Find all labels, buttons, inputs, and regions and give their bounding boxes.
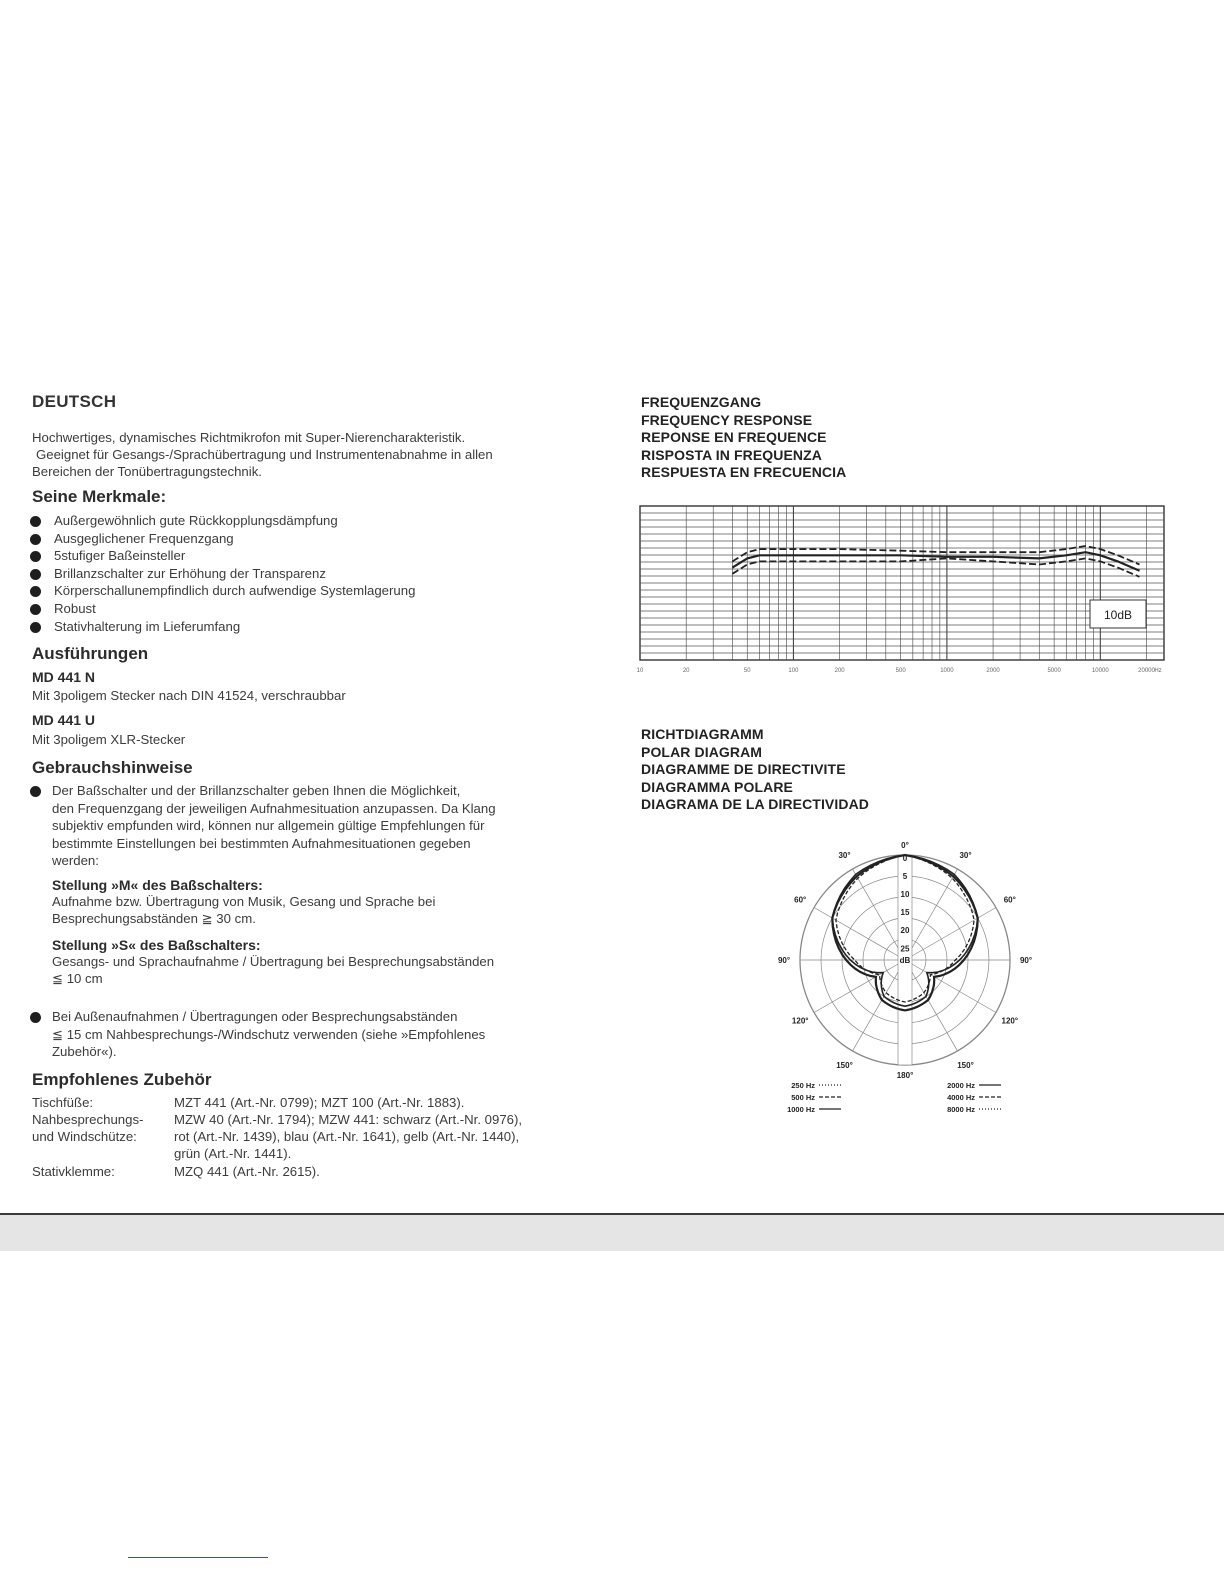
freq-title: FREQUENZGANG — [641, 394, 762, 410]
intro-line: Geeignet für Gesangs-/Sprachübertragung und Instrumentenabnahme in allen — [36, 447, 493, 462]
polar-legend — [787, 1081, 1001, 1114]
accessory-value: grün (Art.-Nr. 1441). — [174, 1146, 292, 1161]
radial-label: 20 — [900, 926, 910, 936]
angle-label: 120° — [791, 1016, 809, 1026]
model-name: MD 441 N — [32, 669, 96, 685]
freq-title: RISPOSTA IN FREQUENZA — [641, 446, 822, 463]
usage-line: Der Baßschalter und der Brillanzschalter geben Ihnen die Möglichkeit, — [52, 783, 461, 798]
list-item: Ausgeglichener Frequenzgang — [30, 530, 570, 548]
setting-line: Aufnahme bzw. Übertragung von Musik, Gesang und Sprache bei — [52, 894, 436, 909]
features-heading: Seine Merkmale: — [32, 487, 167, 506]
accessory-label: Nahbesprechungs- — [32, 1112, 144, 1127]
list-item: Stativhalterung im Lieferumfang — [30, 618, 570, 636]
accessory-label: und Windschütze: — [32, 1129, 137, 1144]
list-item: Brillanzschalter zur Erhöhung der Transparenz — [30, 565, 570, 583]
setting-s — [52, 937, 572, 987]
legend-label: 4000 Hz — [947, 1093, 975, 1102]
usage-line: Bei Außenaufnahmen / Übertragungen oder Besprechungsabständen — [52, 1009, 458, 1024]
freq-titles — [641, 394, 846, 482]
legend-label: 500 Hz — [791, 1093, 815, 1102]
angle-label: 90° — [1019, 956, 1033, 965]
angle-label: 30° — [959, 851, 972, 861]
angle-label: 90° — [777, 956, 791, 965]
angle-label: 180° — [896, 1071, 914, 1080]
usage-bullet — [30, 1008, 572, 1061]
usage-line: subjektiv empfunden wird, können nur allgemein gültige Empfehlungen für — [52, 818, 485, 834]
x-tick-label: Hz — [1154, 668, 1162, 674]
bullet-icon — [30, 516, 41, 527]
setting-m — [52, 877, 572, 927]
usage-line: ≦ 15 cm Nahbesprechungs-/Windschutz verwenden (siehe »Empfohlenes — [52, 1026, 486, 1042]
usage-line: bestimmte Einstellungen bei bestimmten Aufnahmesituationen gegeben — [52, 835, 471, 851]
angle-label: 30° — [838, 851, 851, 861]
polar-spoke — [853, 960, 906, 1051]
x-tick-label: 20000 — [1138, 668, 1155, 674]
intro-line: Bereichen der Tonübertragungstechnik. — [32, 464, 262, 479]
usage-heading: Gebrauchshinweise — [32, 758, 193, 777]
bullet-icon — [30, 586, 41, 597]
angle-label: 60° — [794, 895, 807, 905]
list-item: Außergewöhnlich gute Rückkopplungsdämpfung — [30, 512, 570, 530]
bullet-icon — [30, 534, 41, 545]
intro-line: Hochwertiges, dynamisches Richtmikrofon mit Super-Nierencharakteristik. — [32, 430, 466, 445]
polar-title: DIAGRAMME DE DIRECTIVITE — [641, 761, 846, 778]
x-tick-label: 200 — [834, 668, 845, 674]
angle-label: 60° — [1003, 895, 1016, 905]
radial-label: 15 — [900, 908, 910, 918]
polar-spoke — [905, 960, 996, 1013]
versions-heading: Ausführungen — [32, 644, 149, 663]
polar-spoke — [905, 960, 958, 1051]
features-list — [30, 512, 570, 635]
list-item: Robust — [30, 600, 570, 618]
usage-line: werden: — [52, 853, 99, 869]
polar-spoke — [814, 908, 905, 961]
accessory-label: Tischfüße: — [32, 1095, 94, 1110]
radial-label: 25 — [900, 944, 910, 954]
bullet-icon — [30, 569, 41, 580]
usage-line: Zubehör«). — [52, 1044, 117, 1060]
freq-title: FREQUENCY RESPONSE — [641, 411, 813, 428]
x-tick-label: 10000 — [1091, 668, 1109, 674]
setting-line: Gesangs- und Sprachaufnahme / Übertragung bei Besprechungsabständen — [52, 954, 495, 969]
x-tick-label: 20 — [682, 668, 690, 674]
usage-bullet — [30, 782, 572, 870]
radial-label: dB — [899, 956, 911, 965]
bullet-icon — [30, 551, 41, 562]
legend-label: 2000 Hz — [947, 1081, 975, 1090]
polar-title: RICHTDIAGRAMM — [641, 726, 764, 742]
x-tick-label: 1000 — [940, 668, 954, 674]
radial-label: 5 — [902, 872, 908, 882]
intro-text — [32, 429, 572, 480]
x-tick-label: 500 — [895, 668, 906, 674]
setting-s-title: Stellung »S« des Baßschalters: — [52, 937, 261, 953]
accessory-value: MZW 40 (Art.-Nr. 1794); MZW 441: schwarz (Art.-Nr. 0976), — [174, 1112, 523, 1127]
polar-title: DIAGRAMA DE LA DIRECTIVIDAD — [641, 796, 869, 813]
legend-label: 8000 Hz — [947, 1105, 975, 1114]
polar-spoke — [902, 869, 958, 960]
polar-diagram — [760, 830, 1050, 1130]
legend-label: 1000 Hz — [787, 1105, 815, 1114]
accessory-value: MZT 441 (Art.-Nr. 0799); MZT 100 (Art.-Nr. 1883). — [174, 1095, 465, 1110]
polar-spoke — [905, 908, 996, 961]
scan-shadow — [0, 1215, 1224, 1251]
chart-x-ticks — [637, 668, 1162, 674]
x-tick-label: 50 — [743, 668, 751, 674]
polar-spoke — [814, 960, 905, 1013]
setting-line: ≦ 10 cm — [52, 971, 103, 986]
footer-link-line — [128, 1557, 268, 1558]
polar-titles — [641, 726, 869, 814]
x-tick-label: 5000 — [1047, 668, 1061, 674]
bullet-icon — [30, 786, 41, 797]
angle-label: 150° — [836, 1060, 853, 1070]
language-heading: DEUTSCH — [32, 392, 117, 411]
radial-label: 10 — [900, 890, 910, 900]
polar-title: DIAGRAMMA POLARE — [641, 778, 793, 795]
polar-title: POLAR DIAGRAM — [641, 743, 763, 760]
angle-label: 150° — [957, 1060, 974, 1070]
setting-m-title: Stellung »M« des Baßschalters: — [52, 877, 263, 893]
model-description: Mit 3poligem XLR-Stecker — [32, 732, 186, 747]
list-item: Körperschallunempfindlich durch aufwendige Systemlagerung — [30, 582, 570, 600]
bullet-icon — [30, 622, 41, 633]
usage-line: den Frequenzgang der jeweiligen Aufnahmesituation anzupassen. Da Klang — [52, 800, 496, 816]
x-tick-label: 100 — [788, 668, 799, 674]
accessories-heading: Empfohlenes Zubehör — [32, 1070, 212, 1089]
x-tick-label: 10 — [636, 668, 644, 674]
accessory-label: Stativklemme: — [32, 1164, 115, 1179]
legend-label: 250 Hz — [791, 1081, 815, 1090]
polar-spoke — [853, 869, 906, 960]
list-item: 5stufiger Baßeinsteller — [30, 547, 570, 565]
freq-title: REPONSE EN FREQUENCE — [641, 429, 827, 446]
bullet-icon — [30, 604, 41, 615]
setting-line: Besprechungsabständen ≧ 30 cm. — [52, 911, 256, 926]
radial-label: 0 — [902, 854, 908, 863]
angle-label: 0° — [901, 841, 909, 850]
model-name: MD 441 U — [32, 712, 96, 728]
frequency-response-chart — [636, 500, 1176, 682]
scale-label: 10dB — [1103, 608, 1133, 622]
angle-label: 120° — [1001, 1016, 1019, 1026]
bullet-icon — [30, 1012, 41, 1023]
x-tick-label: 2000 — [986, 668, 1000, 674]
model-description: Mit 3poligem Stecker nach DIN 41524, verschraubbar — [32, 688, 346, 703]
accessory-value: rot (Art.-Nr. 1439), blau (Art.-Nr. 1641), gelb (Art.-Nr. 1440), — [174, 1129, 520, 1144]
chart-grid — [640, 506, 1164, 660]
accessory-value: MZQ 441 (Art.-Nr. 2615). — [174, 1164, 320, 1179]
freq-title: RESPUESTA EN FRECUENCIA — [641, 464, 847, 481]
